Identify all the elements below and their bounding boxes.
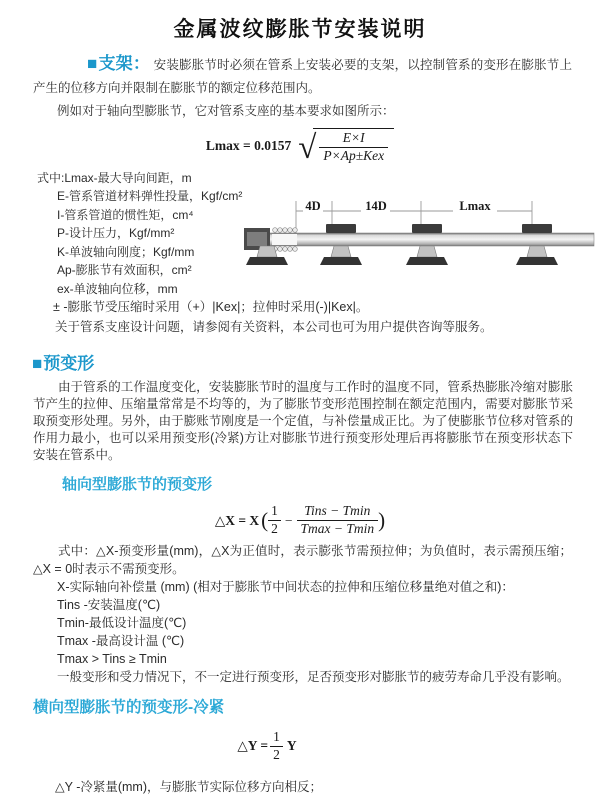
support-spacing-diagram <box>242 196 598 288</box>
half-denominator: 2 <box>273 746 280 762</box>
definition-list <box>0 578 600 668</box>
support-example-line: 例如对于轴向型膨胀节，它对管系支座的基本要求如图所示： <box>57 104 395 118</box>
section-marker-icon: ■ <box>32 354 43 374</box>
sqrt-radical <box>298 128 394 165</box>
bellows-icon <box>272 228 297 252</box>
lmax-formula <box>0 128 600 165</box>
page-title: 金属波纹膨胀节安装说明 <box>173 18 427 41</box>
delta-y-lhs: △Y = <box>237 738 269 754</box>
support-intro-paragraph <box>33 52 572 100</box>
temp-numerator: Tins − Tmin <box>297 503 379 521</box>
consulting-note: 关于管系支座设计问题，请参阅有关资料，本公司也可为用户提供咨询等服务。 <box>55 319 493 334</box>
preform-section-title: 预变形 <box>43 354 95 374</box>
param-line: ex-单波轴向位移，mm <box>57 281 178 296</box>
lmax-formula-denominator: P×Ap±Kex <box>323 147 385 163</box>
delta-x-formula <box>0 503 600 538</box>
delta-x-explanation: 式中：△X-预变形量(mm)，△X为正值时，表示膨张节需预拉伸；为负值时，表示需预压缩；△X = 0时表示不需预变形。 <box>33 544 572 576</box>
half-denominator: 2 <box>271 521 278 537</box>
delta-y-rhs: Y <box>286 738 297 754</box>
sqrt-sign-icon: √ <box>298 129 317 166</box>
cold-tightening-note: △Y -冷紧量(mm)，与膨胀节实际位移方向相反； <box>55 779 323 794</box>
param-line: E-管系管道材料弹性投量，Kgf/cm² <box>57 189 243 204</box>
lmax-formula-numerator: E×I <box>319 130 388 148</box>
temp-denominator: Tmax − Tmin <box>300 521 375 537</box>
one-half-fraction <box>268 503 281 538</box>
support-section-title: 支架： <box>98 54 150 73</box>
delta-x-lhs: △X = X <box>214 512 260 528</box>
temperature-fraction <box>297 503 379 538</box>
definition-line: Tmin-最低设计温度(℃) <box>57 616 187 630</box>
param-line: I-管系管道的惯性矩，cm⁴ <box>57 207 194 222</box>
diagram-label-4d: 4D <box>305 199 321 213</box>
definition-line: X-实际轴向补偿量 (mm) (相对于膨胀节中间状态的拉伸和压缩位移量绝对值之和)： <box>57 580 514 594</box>
close-paren: ) <box>378 508 386 533</box>
section-marker-icon: ■ <box>87 54 98 73</box>
definition-line: Tmax > Tins ≥ Tmin <box>57 652 167 666</box>
axial-preform-subtitle: 轴向型膨胀节的预变形 <box>62 476 213 494</box>
preform-section-heading <box>32 349 600 374</box>
half-numerator: 1 <box>270 729 283 747</box>
sign-convention-note: ± -膨胀节受压缩时采用（+）|Kex|；拉伸时采用(-)|Kex|。 <box>53 300 369 315</box>
definition-line: Tins -安装温度(℃) <box>57 598 161 612</box>
delta-y-formula <box>0 729 567 764</box>
param-line: K-单波轴向刚度；Kgf/mm <box>57 244 195 259</box>
definition-line: Tmax -最高设计温 (℃) <box>57 634 185 648</box>
param-line: Ap-膨胀节有效面积，cm² <box>57 263 192 278</box>
support-intro-text: 安装膨胀节时必须在管系上安装必要的支架，以控制管系的变形在膨胀节上产生的位移方向并限制在膨胀节的额定位移范围内。 <box>33 58 572 95</box>
params-lead: 式中:Lmax-最大导向间距，m <box>37 170 192 185</box>
lmax-formula-lhs: Lmax = 0.0157 <box>205 138 292 154</box>
pipe <box>245 233 594 246</box>
diagram-label-lmax: Lmax <box>459 199 491 213</box>
param-line: P-设计压力，Kgf/mm² <box>57 226 175 241</box>
open-paren: ( <box>261 508 269 533</box>
axial-preform-note: 一般变形和受力情况下，不一定进行预变形，足否预变形对膨胀节的疲劳寿命几乎没有影响。 <box>57 670 570 684</box>
preform-body-paragraph: 由于管系的工作温度变化，安装膨胀节时的温度与工作时的温度不同，管系热膨胀冷缩对膨胀节产生的拉伸、压缩量常常是不均等的，为了膨胀节变形范围控制在额定范围内，需要对膨胀节采取预变形处理。另外，由于膨账节刚度是一个定值，与补偿量成正比。为了使膨胀节位移对管系的作用力最小，也可以采用预变形(冷紧)方让对膨胀节进行预变形处理后再将膨胀节在预变形状态下安装在管系中。 <box>33 380 573 463</box>
diagram-label-14d: 14D <box>365 199 387 213</box>
one-half-fraction <box>270 729 283 764</box>
half-numerator: 1 <box>268 503 281 521</box>
lateral-preform-subtitle: 横向型膨胀节的预变形-冷紧 <box>33 699 225 716</box>
minus-operator: − <box>284 512 293 528</box>
